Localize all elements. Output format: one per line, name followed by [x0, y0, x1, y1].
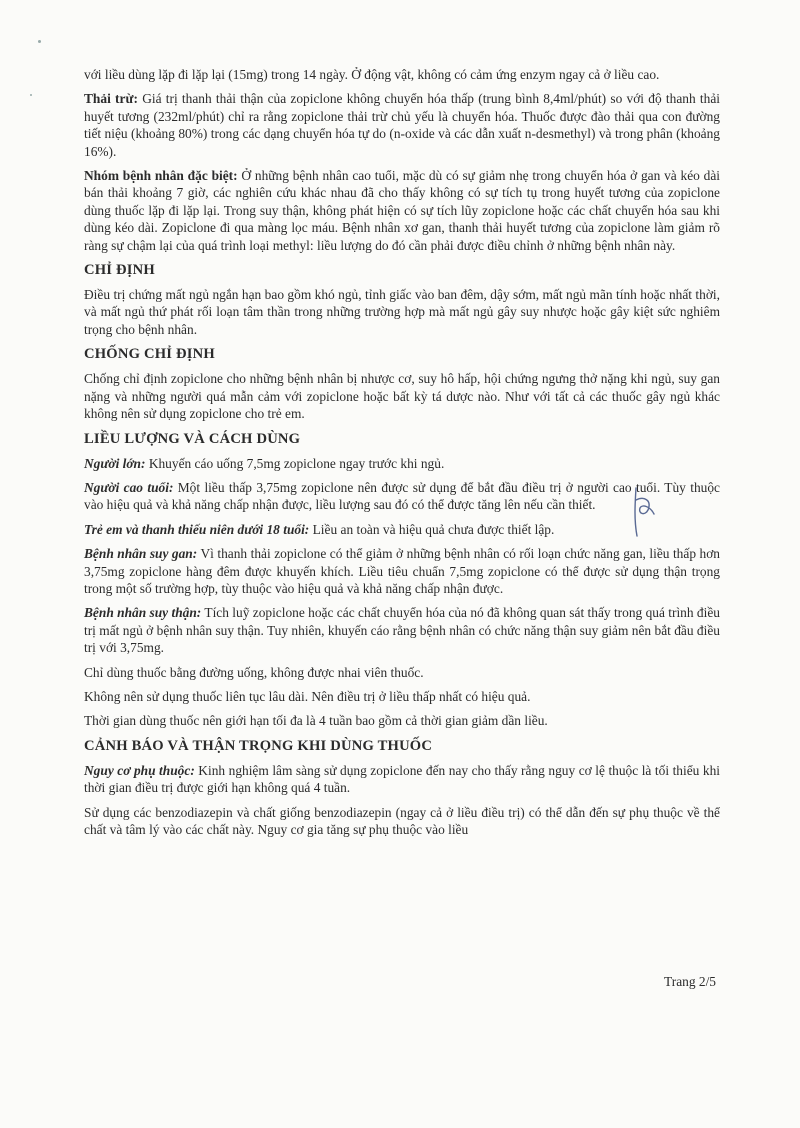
- paragraph-indications: Điều trị chứng mất ngủ ngắn hạn bao gồm khó ngủ, tỉnh giấc vào ban đêm, dậy sớm, mất ngủ mãn tính hoặc nhất thời, và mất ngủ thứ phát rối loạn tâm thần trong những trường hợp mà mất ngủ gây suy nhược hoặc gây kiệt sức nghiêm trọng cho bệnh nhân.: [84, 287, 720, 337]
- document-page: [84, 66, 720, 845]
- paragraph-elimination: [84, 90, 720, 160]
- scan-speck: [38, 40, 41, 43]
- paragraph-contraindications: Chống chỉ định zopiclone cho những bệnh nhân bị nhược cơ, suy hô hấp, hội chứng ngưng thở nặng khi ngủ, suy gan nặng và những người quá mẫn cảm với zopiclone hoặc bất kỳ tá dược nào. Như với tất cả các thuốc gây ngủ khác không nên sử dụng zopiclone cho trẻ em.: [84, 371, 720, 422]
- paragraph-adult-dose: [84, 455, 720, 472]
- signature-mark: [626, 484, 666, 540]
- paragraph-metabolism-continued: với liều dùng lặp đi lặp lại (15mg) trong 14 ngày. Ở động vật, không có cảm ứng enzym ngay cả ở liều cao.: [84, 67, 660, 82]
- paragraph-dependence: [84, 762, 720, 797]
- special-populations-text: Ở những bệnh nhân cao tuổi, mặc dù có sự giảm nhẹ trong chuyển hóa ở gan và kéo dài bán thải khoảng 7 giờ, các nghiên cứu khác nhau đã cho thấy không có sự tích tụ trong huyết tương của zopiclone dùng thuốc lặp đi lặp lại. Trong suy thận, không phát hiện có sự tích lũy zopiclone hoặc các chất chuyển hóa sau khi dùng kéo dài. Zopiclone đi qua màng lọc máu. Bệnh nhân xơ gan, thanh thải huyết tương của zopiclone làm giảm rõ ràng sự chậm lại của quá trình loại methyl: liều lượng do đó cần phải được điều chỉnh ở những bệnh nhân này.: [84, 168, 721, 253]
- page-number: Trang 2/5: [664, 974, 716, 989]
- adult-lead: Người lớn:: [84, 455, 146, 471]
- liver-lead: Bệnh nhân suy gan:: [84, 546, 198, 562]
- paragraph-kidney-dose: [84, 604, 720, 656]
- paragraph-elderly-dose: [84, 479, 720, 514]
- paragraph-child-dose: [84, 521, 720, 538]
- paragraph-special-populations: [84, 167, 720, 254]
- elimination-lead: Thải trừ:: [84, 91, 138, 107]
- liver-text: Vì thanh thải zopiclone có thể giảm ở những bệnh nhân có rối loạn chức năng gan, liều thấp hơn 3,75mg zopiclone hàng đêm được khuyến khích. Liều tiêu chuẩn 7,5mg zopiclone có thể được sử dụng thận trọng trong một số trường hợp, tùy thuộc vào hiệu quả và khả năng chấp nhận được.: [84, 546, 720, 596]
- heading-contraindications: CHỐNG CHỈ ĐỊNH: [84, 346, 215, 363]
- paragraph-benzodiazepine: Sử dụng các benzodiazepin và chất giống benzodiazepin (ngay cả ở liều điều trị) có thể dẫn đến sự phụ thuộc về thể chất và tâm lý vào các chất này. Nguy cơ gia tăng sự phụ thuộc vào liều: [84, 804, 720, 837]
- scan-speck: [30, 94, 32, 96]
- child-text: Liều an toàn và hiệu quả chưa được thiết lập.: [309, 521, 555, 537]
- special-populations-lead: Nhóm bệnh nhân đặc biệt:: [84, 168, 238, 184]
- kidney-text: Tích luỹ zopiclone hoặc các chất chuyển hóa của nó đã không quan sát thấy trong quá trình điều trị mất ngủ ở bệnh nhân suy thận. Tuy nhiên, khuyến cáo rằng bệnh nhân có chức năng thận suy giảm nên bắt đầu điều trị với 3,75mg.: [84, 605, 720, 656]
- heading-warnings: CẢNH BÁO VÀ THẬN TRỌNG KHI DÙNG THUỐC: [84, 737, 433, 754]
- paragraph-liver-dose: [84, 545, 720, 597]
- child-lead: Trẻ em và thanh thiếu niên dưới 18 tuổi:: [84, 521, 310, 537]
- dependence-text: Kinh nghiệm lâm sàng sử dụng zopiclone đến nay cho thấy rằng nguy cơ lệ thuộc là tối thiểu khi thời gian điều trị được giới hạn không quá 4 tuần.: [84, 762, 720, 796]
- paragraph-duration: Thời gian dùng thuốc nên giới hạn tối đa là 4 tuần bao gồm cả thời gian giảm dần liều.: [84, 713, 548, 729]
- adult-text: Khuyến cáo uống 7,5mg zopiclone ngay trước khi ngủ.: [145, 455, 445, 471]
- elderly-text: Một liều thấp 3,75mg zopiclone nên được sử dụng để bắt đầu điều trị ở người cao tuổi. Tùy thuộc vào hiệu quả và khả năng chấp nhận được, liều lượng sau đó có thể được tăng lên nếu cần thiết.: [84, 479, 720, 513]
- elderly-lead: Người cao tuổi:: [84, 479, 174, 495]
- elimination-text: Giá trị thanh thải thận của zopiclone không chuyển hóa thấp (trung bình 8,4ml/phút) so với độ thanh thải huyết tương (232ml/phút) chỉ ra rằng zopiclone thải trừ chủ yếu là chuyển hóa. Thuốc được đào thải qua con đường tiết niệu (khoảng 80%) trong các dạng chuyển hóa tự do (n-oxide và các dẫn xuất n-desmethyl) và trong phân (khoảng 16%).: [84, 91, 721, 159]
- paragraph-long-term: Không nên sử dụng thuốc liên tục lâu dài. Nên điều trị ở liều thấp nhất có hiệu quả.: [84, 688, 531, 704]
- kidney-lead: Bệnh nhân suy thận:: [84, 605, 202, 621]
- paragraph-oral-route: Chỉ dùng thuốc bằng đường uống, không được nhai viên thuốc.: [84, 664, 424, 680]
- heading-indications: CHỈ ĐỊNH: [84, 262, 155, 279]
- dependence-lead: Nguy cơ phụ thuộc:: [84, 762, 195, 778]
- heading-dosage: LIỀU LƯỢNG VÀ CÁCH DÙNG: [84, 430, 301, 447]
